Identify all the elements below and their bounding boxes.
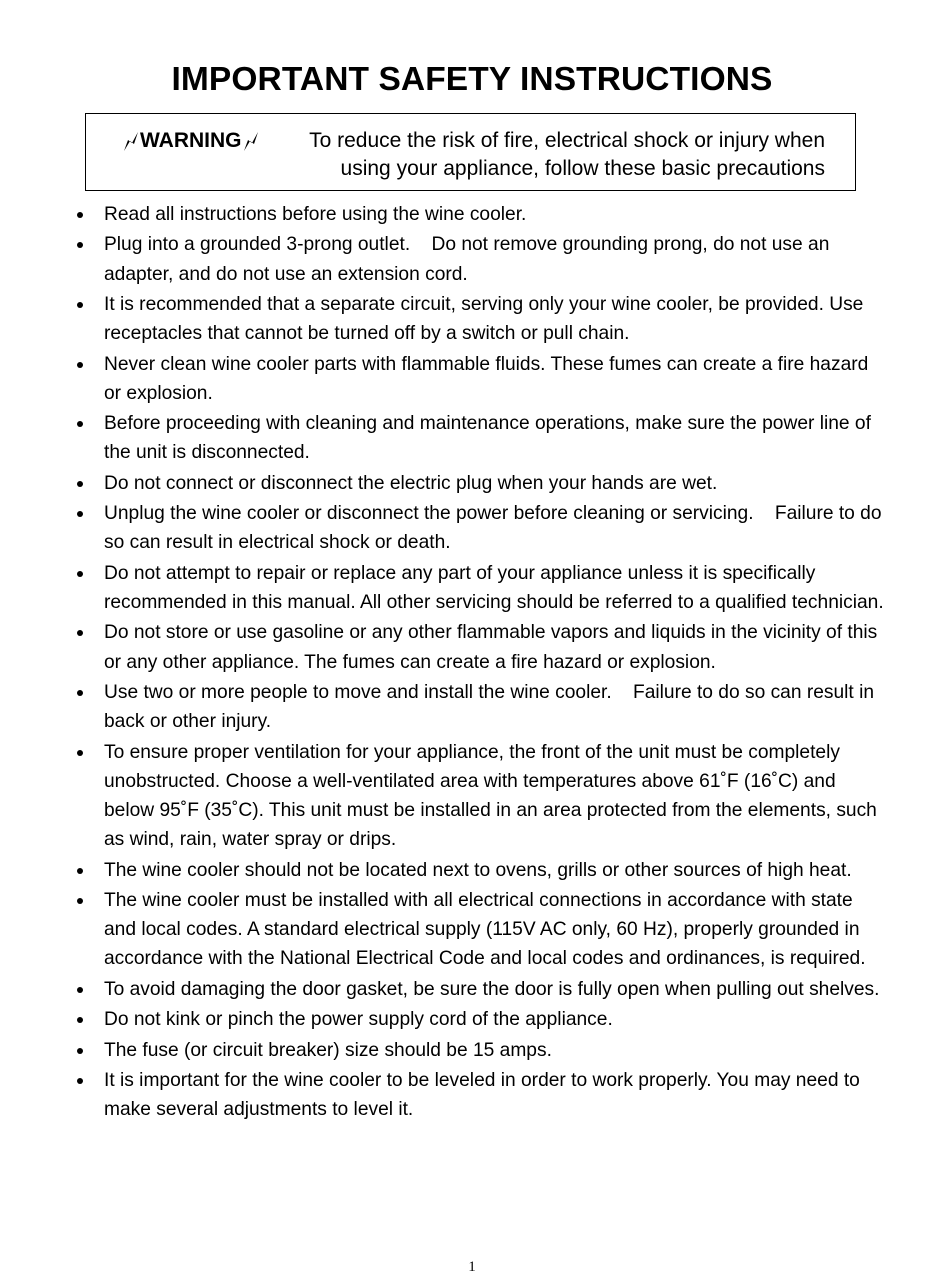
list-item: [0, 1036, 950, 1065]
list-item: [0, 200, 950, 229]
bullet-icon: [77, 571, 83, 577]
bullet-icon: [77, 362, 83, 368]
warning-label-text: WARNING: [140, 129, 242, 152]
safety-instructions-list: [0, 200, 950, 1125]
bullet-icon: [77, 868, 83, 874]
list-item: [0, 618, 950, 676]
list-item-text: The fuse (or circuit breaker) size should be 15 amps.: [104, 1039, 552, 1061]
list-item-text: Plug into a grounded 3-prong outlet. Do not remove grounding prong, do not use an adapter, and do not use an extension cord.: [104, 234, 835, 285]
bullet-icon: [77, 302, 83, 308]
list-item: [0, 678, 950, 736]
list-item: [0, 738, 950, 855]
bullet-icon: [77, 242, 83, 248]
lightning-bolt-icon: [122, 130, 140, 152]
list-item-text: It is recommended that a separate circuit, serving only your wine cooler, be provided. Use receptacles that cannot be turned off by a switch or pull chain.: [104, 293, 869, 345]
bullet-icon: [77, 690, 83, 696]
list-item-text: The wine cooler should not be located next to ovens, grills or other sources of high heat.: [104, 859, 852, 881]
list-item: [0, 886, 950, 974]
bullet-icon: [77, 511, 83, 517]
warning-text-line-1: To reduce the risk of fire, electrical shock or injury when: [309, 129, 825, 152]
list-item-text: Read all instructions before using the wine cooler.: [104, 204, 527, 225]
list-item-text: Use two or more people to move and install the wine cooler. Failure to do so can result in back or other injury.: [104, 681, 880, 733]
warning-text: [309, 127, 825, 183]
bullet-icon: [77, 421, 83, 427]
warning-box: [85, 113, 856, 191]
list-item: [0, 469, 950, 498]
list-item: [0, 975, 950, 1004]
bullet-icon: [77, 630, 83, 636]
list-item: [0, 230, 950, 288]
list-item-text: To avoid damaging the door gasket, be sure the door is fully open when pulling out shelves.: [104, 978, 880, 1000]
list-item: [0, 856, 950, 885]
bullet-icon: [77, 987, 83, 993]
list-item: [0, 1005, 950, 1034]
list-item-text: The wine cooler must be installed with all electrical connections in accordance with state and local codes. A standard electrical supply (115V AC only, 60 Hz), properly grounded in accordance with the National Electrical Code and local codes and ordinances, is required.: [104, 889, 866, 970]
warning-label: [122, 127, 260, 155]
list-item-text: Before proceeding with cleaning and maintenance operations, make sure the power line of the unit is disconnected.: [104, 413, 877, 464]
bullet-icon: [77, 1017, 83, 1023]
list-item: [0, 350, 950, 408]
list-item-text: Never clean wine cooler parts with flammable fluids. These fumes can create a fire hazard or explosion.: [104, 353, 874, 404]
bullet-icon: [77, 898, 83, 904]
list-item: [0, 290, 950, 348]
list-item-text: Do not store or use gasoline or any other flammable vapors and liquids in the vicinity of this or any other appliance. The fumes can create a fire hazard or explosion.: [104, 622, 883, 673]
list-item-text: Do not connect or disconnect the electric plug when your hands are wet.: [104, 472, 718, 494]
page-title: IMPORTANT SAFETY INSTRUCTIONS: [171, 61, 773, 98]
lightning-bolt-icon: [242, 130, 260, 152]
bullet-icon: [77, 481, 83, 487]
bullet-icon: [77, 1048, 83, 1054]
bullet-icon: [77, 1078, 83, 1084]
list-item-text: It is important for the wine cooler to be leveled in order to work properly. You may need to make several adjustments to level it.: [104, 1069, 866, 1121]
bullet-icon: [77, 750, 83, 756]
list-item-text: To ensure proper ventilation for your appliance, the front of the unit must be completely unobstructed. Choose a well-ventilated area with temperatures above 61˚F (16˚C) and below 95˚F (35˚C). This unit must be installed in an area protected from the elements, such as wind, rain, water spray or drips.: [104, 741, 883, 851]
list-item: [0, 1066, 950, 1124]
bullet-icon: [77, 212, 83, 218]
list-item: [0, 409, 950, 467]
warning-text-line-2: using your appliance, follow these basic precautions: [340, 157, 825, 180]
list-item-text: Unplug the wine cooler or disconnect the power before cleaning or servicing. Failure to do so can result in electrical shock or death.: [104, 503, 887, 554]
page-number: 1: [468, 1259, 476, 1275]
list-item-text: Do not kink or pinch the power supply cord of the appliance.: [104, 1009, 613, 1031]
list-item-text: Do not attempt to repair or replace any part of your appliance unless it is specifically recommended in this manual. All other servicing should be referred to a qualified technician.: [104, 562, 884, 613]
list-item: [0, 499, 950, 557]
list-item: [0, 559, 950, 617]
